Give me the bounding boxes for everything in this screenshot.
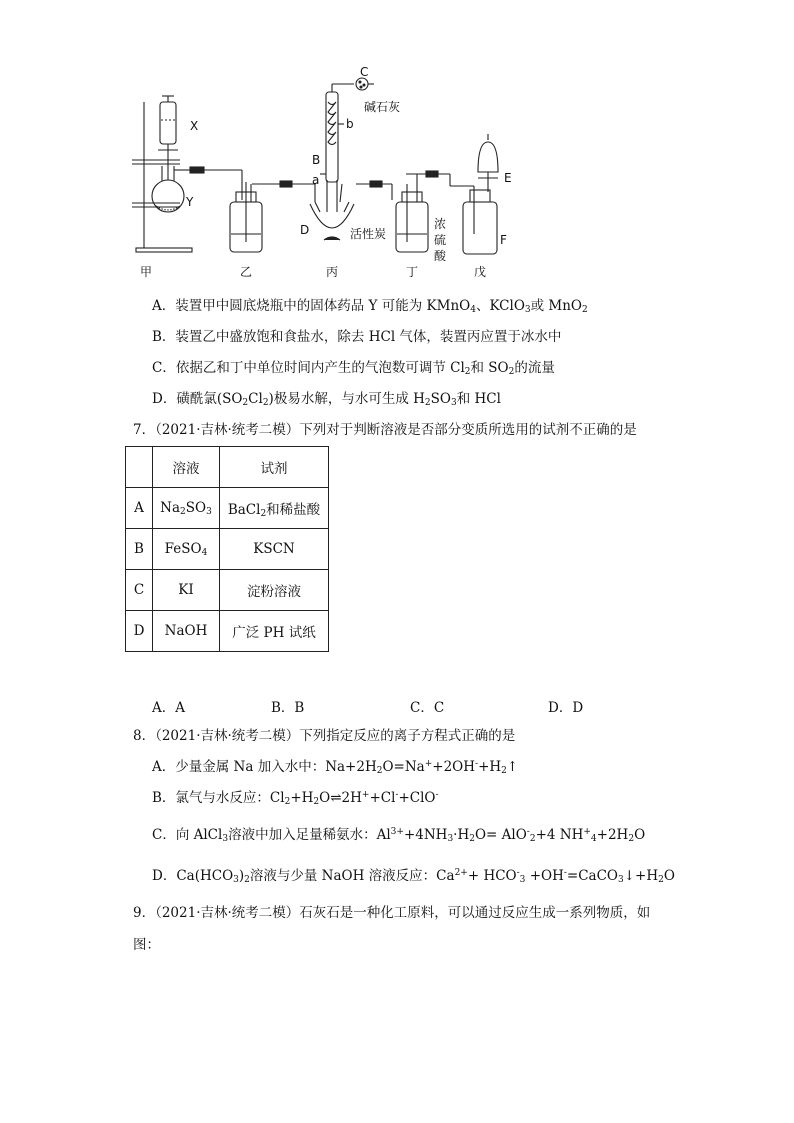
caption-bing: 丙 <box>326 265 339 279</box>
table-row <box>126 570 329 611</box>
row-label: B <box>126 529 153 570</box>
q8-option-b: B．氯气与水反应：$Cl_2+H_2O\rightleftharpoons 2H^++Cl^-+ClO^-$ <box>152 790 439 807</box>
apparatus-diagram <box>130 62 560 284</box>
label-soda-lime: 碱石灰 <box>364 100 401 114</box>
label-conc-2: 硫 <box>434 233 447 247</box>
reagent-cell: BaCl$_2$和稀盐酸 <box>220 488 329 529</box>
q7-choice-b: B．B <box>271 700 305 716</box>
table-header-cell: 溶液 <box>153 447 220 488</box>
label-b: b <box>346 117 354 131</box>
row-label: A <box>126 488 153 529</box>
round-flask <box>152 166 190 212</box>
caption-yi: 乙 <box>240 265 253 279</box>
bottle-wu <box>450 134 498 254</box>
label-c: C <box>360 65 369 79</box>
q6-option-d: D．磺酰氯$(SO_2Cl_2)$极易水解，与水可生成 $H_2SO_3$和 HCl <box>152 391 501 408</box>
reagent-cell: KSCN <box>220 529 329 570</box>
caption-jia: 甲 <box>140 265 153 279</box>
solution-cell: KI <box>153 570 220 611</box>
label-e: E <box>504 171 512 185</box>
bottle-ding <box>396 174 428 252</box>
q6-option-c: C．依据乙和丁中单位时间内产生的气泡数可调节 $Cl_2$和 $SO_2$的流量 <box>152 360 555 377</box>
q8-option-d: D．$Ca(HCO_3)_2$溶液与少量 NaOH 溶液反应：$Ca^{2+}+ HCO^-_3$ $+OH^-=CaCO_3↓+H_2O$ <box>152 868 675 885</box>
table-header-row <box>126 447 329 488</box>
solution-cell: FeSO$_4$ <box>153 529 220 570</box>
label-x: X <box>190 119 199 133</box>
caption-ding: 丁 <box>406 265 419 279</box>
label-d: D <box>300 223 310 237</box>
reagent-cell: 广泛 PH 试纸 <box>220 611 329 652</box>
solution-cell: $Na_2SO_3$ <box>153 488 220 529</box>
label-conc-3: 酸 <box>434 249 447 263</box>
q6-option-b: B．装置乙中盛放饱和食盐水，除去 HCl 气体，装置丙应置于冰水中 <box>152 329 562 345</box>
q7-choice-c: C．C <box>410 700 445 716</box>
q7-stem: 7．（2021·吉林·统考二模）下列对于判断溶液是否部分变质所选用的试剂不正确的是 <box>133 422 637 438</box>
q6-option-a: A．装置甲中圆底烧瓶中的固体药品 Y 可能为 KMnO$_4$、KClO$_3$或 MnO$_2$ <box>152 298 588 315</box>
table-row <box>126 488 329 529</box>
caption-wu: 戊 <box>474 265 487 279</box>
label-b-upper: B <box>312 153 321 167</box>
q8-stem: 8．（2021·吉林·统考二模）下列指定反应的离子方程式正确的是 <box>133 728 516 744</box>
table-row <box>126 529 329 570</box>
q7-choice-a: A．A <box>152 700 185 716</box>
reagent-cell: 淀粉溶液 <box>220 570 329 611</box>
label-activated-carbon: 活性炭 <box>350 227 387 241</box>
bottle-yi <box>230 182 262 252</box>
label-conc-1: 浓 <box>434 217 447 231</box>
separatory-funnel-x <box>158 96 178 180</box>
reagent-table <box>125 446 329 652</box>
label-y: Y <box>186 195 194 209</box>
row-label: D <box>126 611 153 652</box>
label-f: F <box>500 233 507 247</box>
table-row <box>126 611 329 652</box>
q8-option-a: A．少量金属 Na 加入水中：$Na+2H_2O=Na^++2OH^-+H_2↑$ <box>152 759 519 776</box>
q8-option-c: C．向 AlCl$_3$溶液中加入足量稀氨水：$Al^{3+}+4NH_3\cdot H_2O= AlO^-_2+4$ $NH^+_4+2H_2O$ <box>152 827 646 844</box>
label-a: a <box>312 173 320 187</box>
q9-stem-continued: 图： <box>133 937 160 953</box>
table-header-cell: 试剂 <box>220 447 329 488</box>
q9-stem: 9．（2021·吉林·统考二模）石灰石是一种化工原料，可以通过反应生成一系列物质，如 <box>133 905 651 921</box>
solution-cell: NaOH <box>153 611 220 652</box>
q7-choice-d: D．D <box>548 700 584 716</box>
table-header-cell <box>126 447 153 488</box>
row-label: C <box>126 570 153 611</box>
tubing <box>190 167 450 202</box>
